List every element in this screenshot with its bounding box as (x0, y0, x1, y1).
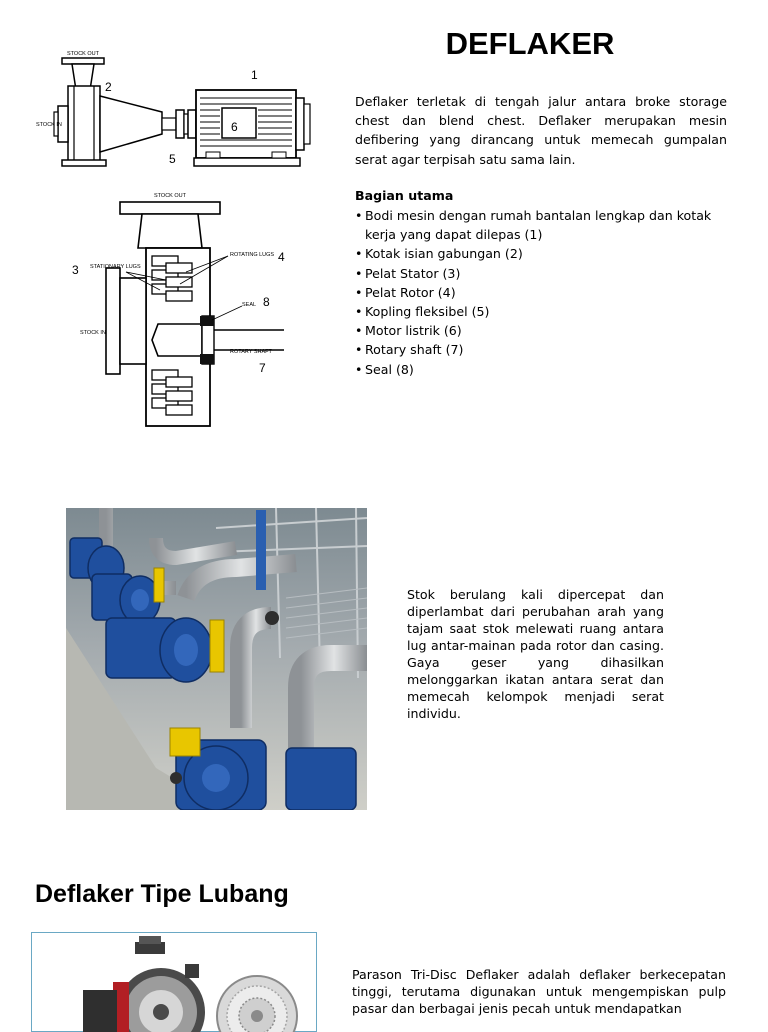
callout-5: 5 (169, 152, 176, 166)
deflaker-section-diagram (66, 186, 296, 430)
list-item: • Pelat Rotor (4) (355, 284, 456, 300)
intro-paragraph: Deflaker terletak di tengah jalur antara broke storage chest dan blend chest. Deflaker merupakan mesin defibering yang dirancang untuk memecah gumpalan serat agar terpisah satu sama lain. (355, 94, 727, 167)
deflaker-plant-photo (66, 508, 367, 810)
label-stock-in: STOCK IN (80, 330, 106, 336)
callout-6: 6 (231, 120, 238, 134)
label-stock-out: STOCK OUT (67, 51, 99, 57)
main-parts-list (355, 206, 735, 379)
list-item: • Rotary shaft (7) (355, 342, 464, 358)
label-rotary-shaft: ROTARY SHAFT (230, 349, 272, 355)
callout-1: 1 (251, 68, 258, 82)
label-stationary-lugs: STATIONARY LUGS (90, 264, 141, 270)
list-item: • Pelat Stator (3) (355, 265, 461, 281)
list-item: • Kopling fleksibel (5) (355, 304, 490, 320)
callout-8: 8 (263, 295, 270, 309)
list-item: • Seal (8) (355, 361, 414, 377)
label-stock-in: STOCK IN (36, 122, 62, 128)
page-title: DEFLAKER (445, 26, 615, 61)
callout-2: 2 (105, 80, 112, 94)
label-seal: SEAL (242, 302, 257, 308)
callout-7: 7 (259, 361, 266, 375)
deflaker-assembly-diagram (34, 46, 324, 176)
label-stock-out: STOCK OUT (154, 193, 186, 199)
main-parts-heading: Bagian utama (355, 188, 454, 203)
list-item: • Kotak isian gabungan (2) (355, 246, 523, 262)
list-item: • Bodi mesin dengan rumah bantalan lengkap dan kotak kerja yang dapat dilepas (1) (355, 208, 712, 243)
parason-paragraph: Parason Tri-Disc Deflaker adalah deflaker berkecepatan tinggi, terutama digunakan untuk mengempiskan pulp pasar dan berbagai jenis pecah untuk mendapatkan (352, 967, 726, 1016)
list-item: • Motor listrik (6) (355, 323, 462, 339)
callout-3: 3 (72, 263, 79, 277)
section-heading-lubang: Deflaker Tipe Lubang (35, 880, 289, 908)
process-paragraph: Stok berulang kali dipercepat dan diperlambat dari perubahan arah yang tajam saat stok melewati ruang antara lug antar-mainan pada rotor dan casing. Gaya geser yang dihasilkan melonggarkan ikatan antara serat dan memecah kelompok menjadi serat individu. (407, 587, 664, 721)
tri-disc-deflaker-photo (31, 932, 317, 1032)
callout-4: 4 (278, 250, 285, 264)
label-rotating-lugs: ROTATING LUGS (230, 252, 275, 258)
